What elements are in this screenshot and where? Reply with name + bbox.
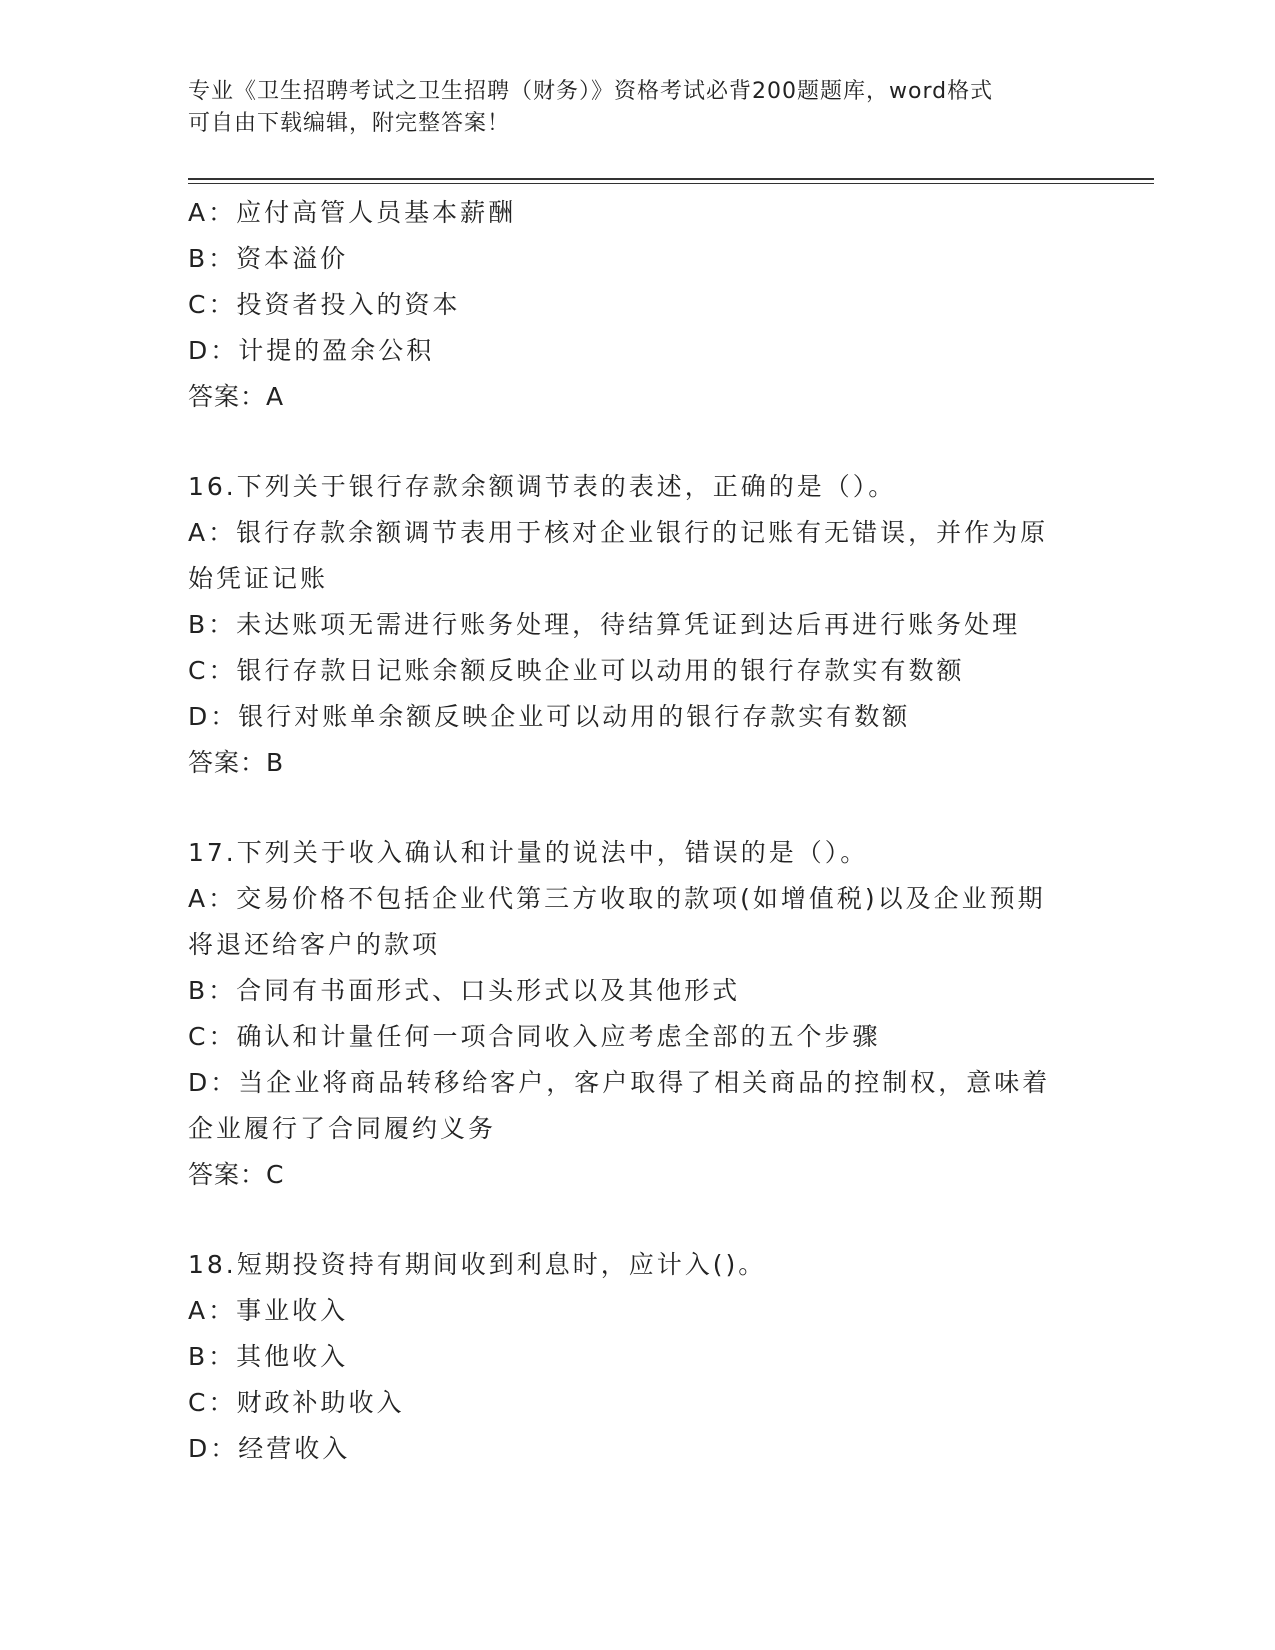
header-title-line-1: 专业《卫生招聘考试之卫生招聘（财务）》资格考试必背200题题库，word格式 bbox=[188, 79, 994, 104]
spacer bbox=[188, 420, 1088, 464]
q16-answer: 答案：B bbox=[188, 748, 285, 777]
q15-option-c: C：投资者投入的资本 bbox=[188, 290, 461, 319]
q16-option-d: D：银行对账单余额反映企业可以动用的银行存款实有数额 bbox=[188, 702, 911, 731]
q17-option-d-line-1: D：当企业将商品转移给客户，客户取得了相关商品的控制权，意味着 bbox=[188, 1068, 1051, 1097]
spacer bbox=[188, 1198, 1088, 1242]
q18-option-b: B：其他收入 bbox=[188, 1342, 349, 1371]
q18-question: 18.短期投资持有期间收到利息时，应计入()。 bbox=[188, 1250, 767, 1279]
question-17-block bbox=[188, 830, 1088, 1198]
q15-option-b: B：资本溢价 bbox=[188, 244, 349, 273]
q16-option-c: C：银行存款日记账余额反映企业可以动用的银行存款实有数额 bbox=[188, 656, 965, 685]
q17-question: 17.下列关于收入确认和计量的说法中，错误的是（）。 bbox=[188, 838, 869, 867]
header-divider-thick bbox=[188, 178, 1154, 180]
header-title-line-2: 可自由下载编辑，附完整答案！ bbox=[188, 111, 511, 136]
question-15-block bbox=[188, 190, 1088, 420]
q18-option-c: C：财政补助收入 bbox=[188, 1388, 405, 1417]
q17-option-c: C：确认和计量任何一项合同收入应考虑全部的五个步骤 bbox=[188, 1022, 881, 1051]
q17-option-d-line-2: 企业履行了合同履约义务 bbox=[188, 1114, 497, 1143]
question-18-block bbox=[188, 1242, 1088, 1472]
q17-option-b: B：合同有书面形式、口头形式以及其他形式 bbox=[188, 976, 741, 1005]
q17-option-a-line-1: A：交易价格不包括企业代第三方收取的款项(如增值税)以及企业预期 bbox=[188, 884, 1046, 913]
document-header bbox=[188, 76, 1068, 140]
q15-answer: 答案：A bbox=[188, 382, 285, 411]
q17-answer: 答案：C bbox=[188, 1160, 285, 1189]
q15-option-d: D：计提的盈余公积 bbox=[188, 336, 435, 365]
question-16-block bbox=[188, 464, 1088, 786]
q18-option-a: A：事业收入 bbox=[188, 1296, 349, 1325]
spacer bbox=[188, 786, 1088, 830]
q16-question: 16.下列关于银行存款余额调节表的表述，正确的是（）。 bbox=[188, 472, 897, 501]
q16-option-a-line-2: 始凭证记账 bbox=[188, 564, 329, 593]
q17-option-a-line-2: 将退还给客户的款项 bbox=[188, 930, 441, 959]
q18-option-d: D：经营收入 bbox=[188, 1434, 351, 1463]
q16-option-b: B：未达账项无需进行账务处理，待结算凭证到达后再进行账务处理 bbox=[188, 610, 1021, 639]
q15-option-a: A：应付高管人员基本薪酬 bbox=[188, 198, 517, 227]
header-divider-thin bbox=[188, 183, 1154, 184]
question-list bbox=[188, 190, 1088, 1472]
q16-option-a-line-1: A：银行存款余额调节表用于核对企业银行的记账有无错误，并作为原 bbox=[188, 518, 1049, 547]
